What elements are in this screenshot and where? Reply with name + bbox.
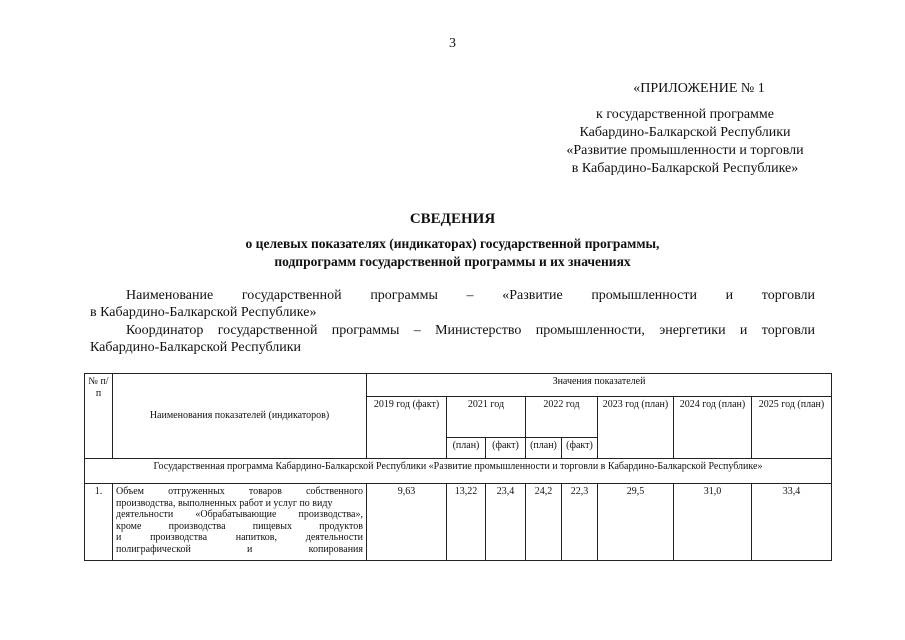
appendix-line: «Развитие промышленности и торговли <box>566 143 804 158</box>
value-2021-plan: 13,22 <box>447 484 486 561</box>
year-2021-header: 2021 год <box>447 397 526 438</box>
year-2024-header: 2024 год (план) <box>674 397 752 459</box>
program-name-paragraph <box>90 287 815 321</box>
table-row <box>85 484 832 561</box>
value-2019: 9,63 <box>367 484 447 561</box>
plan-2022-header: (план) <box>526 438 562 459</box>
col-number-header: № п/п <box>85 374 113 459</box>
col-name-header: Наименования показателей (индикаторов) <box>113 374 367 459</box>
program-name-line: Наименование государственной программы – «Развитие промышленности и торговли <box>126 288 815 303</box>
coordinator-paragraph <box>90 322 815 356</box>
year-2019-header: 2019 год (факт) <box>367 397 447 459</box>
appendix-line: к государственной программе <box>596 107 774 122</box>
values-header: Значения показателей <box>367 374 832 397</box>
page-number: 3 <box>449 36 456 51</box>
coordinator-line: Координатор государственной программы – Министерство промышленности, энергетики и торговли <box>126 323 815 338</box>
fact-2021-header: (факт) <box>486 438 526 459</box>
value-2024: 31,0 <box>674 484 752 561</box>
subtitle-line: подпрограмм государственной программы и их значениях <box>274 254 631 269</box>
coordinator-line: Кабардино-Балкарской Республики <box>90 340 301 355</box>
year-2025-header: 2025 год (план) <box>752 397 832 459</box>
row-description <box>113 484 367 561</box>
description-line: и производства напитков, деятельности <box>116 532 363 543</box>
description-line: производства, выполненных работ и услуг по виду <box>116 497 333 509</box>
indicators-table <box>84 373 832 561</box>
value-2023: 29,5 <box>598 484 674 561</box>
description-line: деятельности «Обрабатывающие производства», <box>116 509 363 520</box>
description-line: кроме производства пищевых продуктов <box>116 520 363 532</box>
row-number: 1. <box>85 484 113 561</box>
fact-2022-header: (факт) <box>562 438 598 459</box>
appendix-line: в Кабардино-Балкарской Республике» <box>571 161 799 176</box>
year-2022-header: 2022 год <box>526 397 598 438</box>
document-title: СВЕДЕНИЯ <box>409 211 496 227</box>
plan-2021-header: (план) <box>447 438 486 459</box>
value-2022-fact: 22,3 <box>562 484 598 561</box>
program-name-line: в Кабардино-Балкарской Республике» <box>90 305 317 320</box>
document-subtitle <box>90 235 815 271</box>
appendix-title: «ПРИЛОЖЕНИЕ № 1 <box>633 81 765 96</box>
appendix-line: Кабардино-Балкарской Республики <box>579 125 791 140</box>
subtitle-line: о целевых показателях (индикаторах) государственной программы, <box>245 236 660 251</box>
description-line: полиграфической и копирования <box>116 543 363 555</box>
appendix-block <box>540 80 830 178</box>
program-row: Государственная программа Кабардино-Балкарской Республики «Развитие промышленности и торговли в Кабардино-Балкарской Республике» <box>85 459 832 484</box>
description-line: Объем отгруженных товаров собственного <box>116 486 363 497</box>
year-2023-header: 2023 год (план) <box>598 397 674 459</box>
value-2022-plan: 24,2 <box>526 484 562 561</box>
value-2025: 33,4 <box>752 484 832 561</box>
value-2021-fact: 23,4 <box>486 484 526 561</box>
